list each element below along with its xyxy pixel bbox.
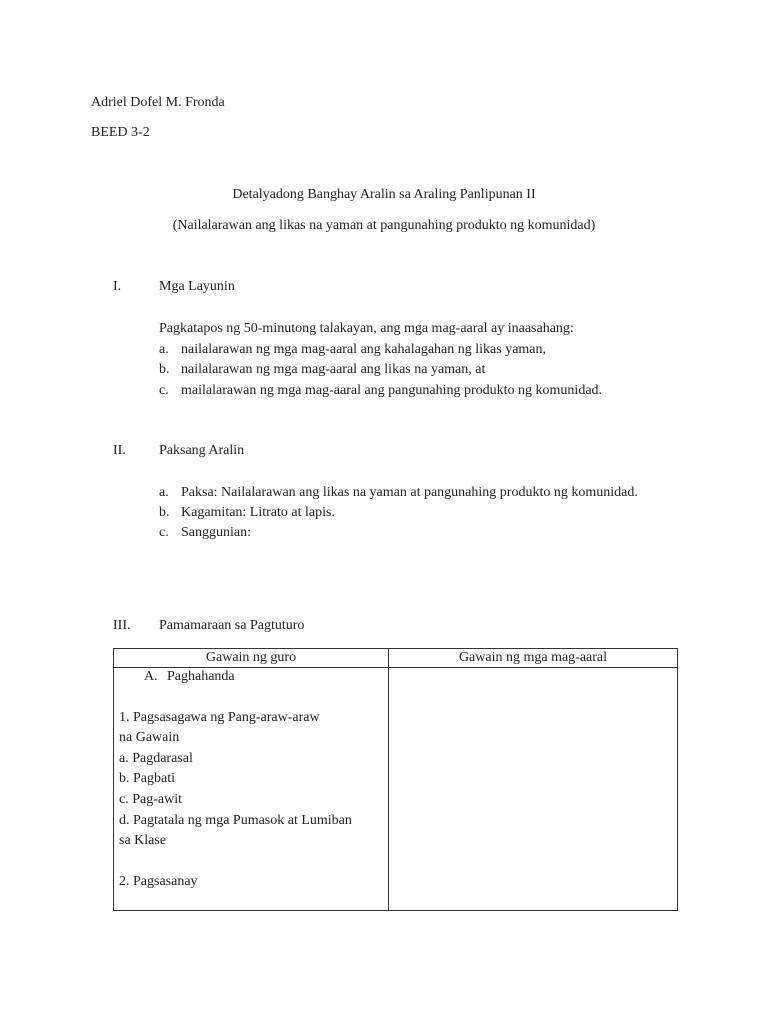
teacher-activity-line: c. Pag-awit	[119, 792, 182, 807]
subsection-letter: A.	[144, 669, 158, 684]
teacher-activity-cell	[114, 668, 389, 911]
table-header-row	[114, 649, 678, 668]
teacher-activity-line: 1. Pagsasagawa ng Pang-araw-araw	[119, 710, 320, 725]
topic-letter: a.	[159, 485, 169, 500]
section-3-title: Pamamaraan sa Pagtuturo	[159, 618, 305, 633]
objective-letter: b.	[159, 362, 170, 377]
section-2-number: II.	[113, 443, 126, 458]
section-1-title: Mga Layunin	[159, 279, 235, 294]
objectives-intro: Pagkatapos ng 50-minutong talakayan, ang mga mag-aaral ay inaasahang:	[159, 321, 574, 336]
teacher-activity-line: na Gawain	[119, 730, 180, 745]
teacher-activity-line: b. Pagbati	[119, 771, 175, 786]
topic-letter: c.	[159, 525, 169, 540]
class-section: BEED 3-2	[91, 125, 150, 140]
author-name: Adriel Dofel M. Fronda	[91, 95, 225, 110]
objective-letter: a.	[159, 342, 169, 357]
teacher-activity-line: a. Pagdarasal	[119, 751, 193, 766]
section-2-title: Paksang Aralin	[159, 443, 245, 458]
table-row	[114, 668, 678, 911]
table-header-students: Gawain ng mga mag-aaral	[389, 649, 678, 668]
subsection-title: Paghahanda	[167, 669, 235, 684]
document-title: Detalyadong Banghay Aralin sa Araling Panlipunan II	[232, 187, 536, 202]
section-3-number: III.	[113, 618, 131, 633]
table-header-teacher: Gawain ng guro	[114, 649, 389, 668]
procedure-table	[113, 648, 678, 911]
section-1-number: I.	[113, 279, 122, 294]
teacher-activity-line: sa Klase	[119, 833, 167, 848]
teacher-activity-line: 2. Pagsasanay	[119, 874, 198, 889]
document-subtitle: (Nailalarawan ang likas na yaman at pangunahing produkto ng komunidad)	[172, 218, 596, 233]
topic-item: Sanggunian:	[181, 525, 251, 540]
objective-item: nailalarawan ng mga mag-aaral ang likas na yaman, at	[181, 362, 486, 377]
objective-item: mailalarawan ng mga mag-aaral ang pangunahing produkto ng komunidad.	[181, 383, 603, 398]
student-activity-cell	[389, 668, 678, 911]
topic-item: Paksa: Nailalarawan ang likas na yaman at pangunahing produkto ng komunidad.	[181, 485, 638, 500]
objective-item: nailalarawan ng mga mag-aaral ang kahalagahan ng likas yaman,	[181, 342, 547, 357]
objective-letter: c.	[159, 383, 169, 398]
topic-letter: b.	[159, 505, 170, 520]
topic-item: Kagamitan: Litrato at lapis.	[181, 505, 335, 520]
teacher-activity-line: d. Pagtatala ng mga Pumasok at Lumiban	[119, 813, 352, 828]
